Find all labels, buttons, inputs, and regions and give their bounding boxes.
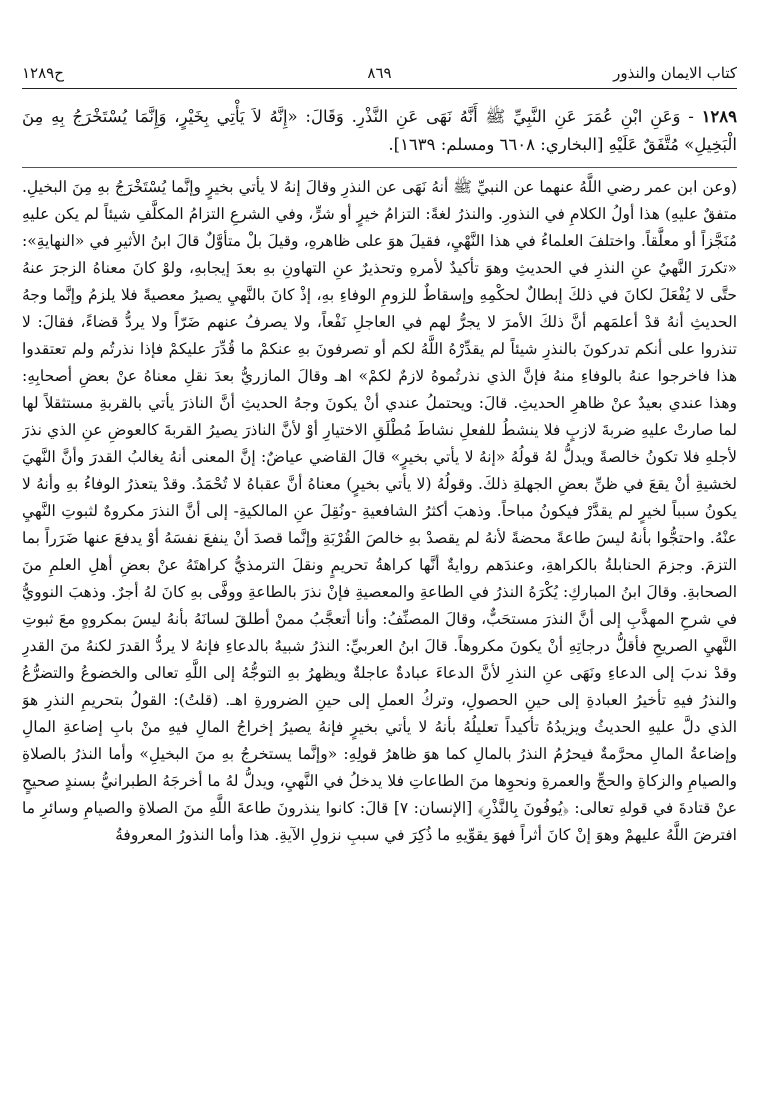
hadith-body: - وَعَنِ ابْنِ عُمَرَ عَنِ النَّبِيِّ ﷺ أَنَّهُ نَهَى عَنِ النَّذْرِ. وَقَالَ: «إِنَّهُ لاَ يَأْتِي بِخَيْرٍ، وَإِنَّمَا يُسْتَخْرَجُ بِهِ مِنَ الْبَخِيلِ» مُتَّفَقٌ عَلَيْهِ [البخاري: ٦٦٠٨ ومسلم: ١٦٣٩]. xyxy=(22,107,737,154)
hadith-text xyxy=(22,103,737,159)
page-header xyxy=(22,58,737,89)
hadith-number: ١٢٨٩ xyxy=(701,107,737,126)
commentary-text: (وعن ابن عمر رضي اللَّهُ عنهما عن النبيِّ ﷺ أنهُ نَهَى عن النذرِ وقالَ إنهُ لا يأتي بخيرٍ وإنَّما يُسْتَخْرَجُ بهِ مِنَ البخيلِ. متفقٌ عليهِ) هذا أولُ الكلامِ في النذورِ. والنذرُ لغةً: التزامُ خيرٍ أو شرٍّ، وفي الشرعِ التزامُ المكلَّفِ شيئاً لم يكن عليهِ مُنَجَّزاً أو معلَّقاً. واختلفَ العلماءُ في هذا النَّهْيِ، فقيلَ هوَ على ظاهرهِ، وقيلَ بلْ متأوَّلٌ قالَ ابنُ الأثيرِ في «النهايةِ»: «تكررَ النَّهيُ عنِ النذرِ في الحديثِ وهوَ تأكيدٌ لأمرهِ وتحذيرٌ عنِ التهاونِ بهِ بعدَ إيجابهِ، ولوْ كانَ معناهُ الزجرَ عنهُ حتَّى لا يُفْعَلَ لكانَ في ذلكَ إبطالٌ لحكْمِهِ وإسقاطٌ للزومِ الوفاءِ بهِ، إذْ كانَ بالنَّهيِ يصيرُ معصيةً فلا يلزمُ وإنَّما وجهُ الحديثِ أنهُ قدْ أعلمَهم أنَّ ذلكَ الأمرَ لا يجرُّ لهم في العاجلِ نَفْعاً، ولا يصرفُ عنهم ضَرّاً ولا يردُّ قضاءً، فقالَ: لا تنذروا على أنكم تدركونَ بالنذرِ شيئاً لم يقدِّرْهُ اللَّهُ لكم أو تصرفونَ بهِ عنكمْ ما قُدِّرَ عليكمْ فإذا نذرتُم ولم تعتقدوا هذا فاخرجوا عنهُ بالوفاءِ منهُ فإنَّ الذي نذرتُموهُ لازمٌ لكمْ» اهـ وقالَ المازريُّ بعدَ نقلِ معناهُ عنْ بعضِ أصحابِهِ: وهذا عندي بعيدٌ عنْ ظاهرِ الحديثِ. قالَ: ويحتملُ عندي أنْ يكونَ وجهُ الحديثِ أنَّ الناذرَ يأتي بالقربةِ مستثقلاً لها لما صارتْ عليهِ ضربةَ لازبٍ فلا ينشطُ للفعلِ نشاطَ مُطْلَقِ الاختيارِ أوْ لأنَّ الناذرَ يصيرُ القربةَ كالعوضِ عنِ الذي نذرَ لأجلهِ فلا تكونُ خالصةً ويدلُّ لهُ قولُهُ «إنهُ لا يأتي بخيرٍ» قالَ القاضي عياضٌ: إنَّ المعنى أنهُ يغالبُ القدرَ وأنَّ النَّهيَ لخشيةِ أنْ يقعَ في ظنِّ بعضِ الجهلةِ ذلكَ. وقولُهُ (لا يأتي بخيرٍ) معناهُ أنَّ عقباهُ لا تُحْمَدُ. وقدْ يتعذرُ الوفاءُ بهِ وأنهُ لا يكونُ سبباً لخيرٍ لم يقدَّرْ فيكونُ مباحاً. وذهبَ أكثرُ الشافعيةِ -ونُقِلَ عنِ المالكيةِ- إلى أنَّ النذرَ مكروهٌ لثبوتِ النَّهيِ عنْهُ. واحتجُّوا بأنهُ ليسَ طاعةً محضةً لأنهُ لم يقصدْ بهِ خالصَ القُرْبَةِ وإنَّما قصدَ أنْ ينفعَ نفسَهُ أوْ يدفعَ عنها ضَرَراً بما التزمَ. وجزمَ الحنابلةُ بالكراهةِ، وعندَهم روايةٌ أنَّها كراهةُ تحريمٍ ونقلَ الترمذيُّ كراهتَهُ عنْ بعضِ أهلِ العلمِ منَ الصحابةِ. وقالَ ابنُ المباركِ: يُكْرَهُ النذرُ في الطاعةِ والمعصيةِ فإنْ نذرَ بالطاعةِ ووفَّى بهِ كانَ لهُ أجرٌ. وذهبَ النوويُّ في شرحِ المهذَّبِ إلى أنَّ النذرَ مستحَبٌّ، وقالَ المصنِّفُ: وأنا أتعجَّبُ ممنْ أطلقَ لسانَهُ بأنهُ ليسَ بمكروهٍ معَ ثبوتِ النَّهيِ الصريحِ فأقلُّ درجاتِهِ أنْ يكونَ مكروهاً. قالَ ابنُ العربيِّ: النذرُ شبيهٌ بالدعاءِ فإنهُ لا يردُّ القدرَ لكنهُ منَ القدرِ وقدْ ندبَ إلى الدعاءِ ونَهَى عنِ النذرِ لأنَّ الدعاءَ عبادةٌ عاجلةٌ ويظهرُ بهِ التوجُّهُ إلى اللَّهِ تعالى والخضوعُ والتضرُّعُ والنذرُ فيهِ تأخيرُ العبادةِ إلى حينِ الحصولِ، وتركُ العملِ إلى حينِ الضرورةِ اهـ. (قلتُ): القولُ بتحريمِ النذرِ هوَ الذي دلَّ عليهِ الحديثُ ويزيدُهُ تأكيداً تعليلُهُ بأنهُ لا يأتي بخيرٍ فإنهُ يصيرُ إخراجُ المالِ فيهِ منْ بابِ إضاعةِ المالِ وإضاعةُ المالِ محرَّمةٌ فيحرُمُ النذرُ بالمالِ كما هوَ ظاهرُ قولِهِ: «وإنَّما يستخرجُ بهِ منَ البخيلِ» وأما النذرُ بالصلاةِ والصيامِ والزكاةِ والحجِّ والعمرةِ ونحوِها منَ الطاعاتِ فلا يدخلُ في النَّهيِ، ويدلُّ لهُ ما أخرجَهُ الطبرانيُّ بسندٍ صحيحٍ عنْ قتادةَ في قولهِ تعالى: ﴿يُوفُونَ بِالنَّذْرِ﴾ [الإنسان: ٧] قالَ: كانوا ينذرونَ طاعةَ اللَّهِ منَ الصلاةِ والصيامِ وسائرِ ما افترضَ اللَّهُ عليهمْ وهوَ إنْ كانَ أثراً فهوَ يقوِّيهِ ما ذُكِرَ في سببِ نزولِ الآيةِ. هذا وأما النذورُ المعروفةُ xyxy=(22,178,737,844)
section-divider xyxy=(22,167,737,168)
page-number: ٨٦٩ xyxy=(367,64,392,82)
hadith-reference: ح١٢٨٩ xyxy=(22,64,64,82)
book-page xyxy=(22,58,737,1098)
book-title: كتاب الايمان والنذور xyxy=(613,64,737,82)
